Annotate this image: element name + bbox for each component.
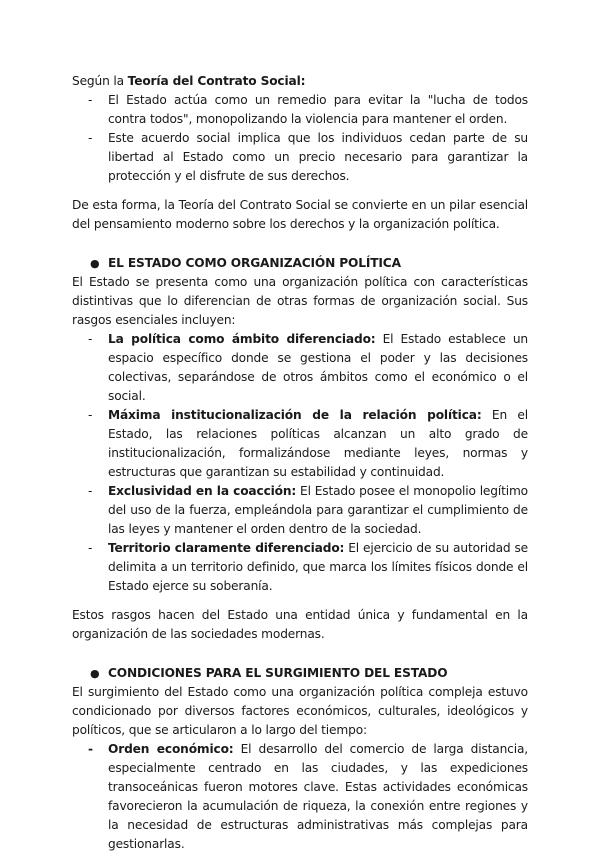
section-intro: El Estado se presenta como una organización política con características distintivas que lo diferencian de otras formas de organización social. Sus rasgos esenciales incluyen: [72, 275, 528, 327]
contract-theory-list [72, 91, 528, 186]
section-intro: El surgimiento del Estado como una organización política compleja estuvo condicionado por diversos factores económicos, culturales, ideológicos y políticos, que se articularon a lo largo del tiempo: [72, 685, 528, 737]
conditions-list [72, 740, 528, 854]
section-heading-condiciones: ● CONDICIONES PARA EL SURGIMIENTO DEL ESTADO [72, 664, 528, 683]
list-item: - Exclusividad en la coacción: El Estado posee el monopolio legítimo del uso de la fuerza, empleándola para garantizar el cumplimiento de las leyes y mantener el orden dentro de la sociedad. [108, 482, 528, 539]
list-item: - El Estado actúa como un remedio para evitar la "lucha de todos contra todos", monopolizando la violencia para mantener el orden. [108, 91, 528, 129]
list-item: - Máxima institucionalización de la relación política: En el Estado, las relaciones políticas alcanzan un alto grado de institucionalización, formalizándose mediante leyes, normas y estructuras que garantizan su estabilidad y continuidad. [108, 406, 528, 482]
section-conclusion: Estos rasgos hacen del Estado una entidad única y fundamental en la organización de las sociedades modernas. [72, 608, 528, 641]
bullet-icon: ● [90, 257, 100, 270]
contract-theory-intro: Según la Teoría del Contrato Social: [72, 74, 306, 88]
list-item: - Territorio claramente diferenciado: El ejercicio de su autoridad se delimita a un territorio definido, que marca los límites físicos donde el Estado ejerce su soberanía. [108, 539, 528, 596]
estado-features-list [72, 330, 528, 596]
contract-theory-term: Teoría del Contrato Social: [127, 74, 306, 88]
contract-theory-conclusion: De esta forma, la Teoría del Contrato Social se convierte en un pilar esencial del pensamiento moderno sobre los derechos y la organización política. [72, 198, 528, 231]
list-item: - Este acuerdo social implica que los individuos cedan parte de su libertad al Estado como un precio necesario para garantizar la protección y el disfrute de sus derechos. [108, 129, 528, 186]
section-heading-estado: ● EL ESTADO COMO ORGANIZACIÓN POLÍTICA [72, 254, 528, 273]
bullet-icon: ● [90, 667, 100, 680]
list-item: - La política como ámbito diferenciado: El Estado establece un espacio específico donde se gestiona el poder y las decisiones colectivas, separándose de otros ámbitos como el económico o el social. [108, 330, 528, 406]
list-item: - Orden económico: El desarrollo del comercio de larga distancia, especialmente centrado en las ciudades, y las expediciones transoceánicas fueron motores clave. Estas actividades económicas favorecieron la acumulación de riqueza, la conexión entre regiones y la necesidad de estructuras administrativas más complejas para gestionarlas. [108, 740, 528, 854]
